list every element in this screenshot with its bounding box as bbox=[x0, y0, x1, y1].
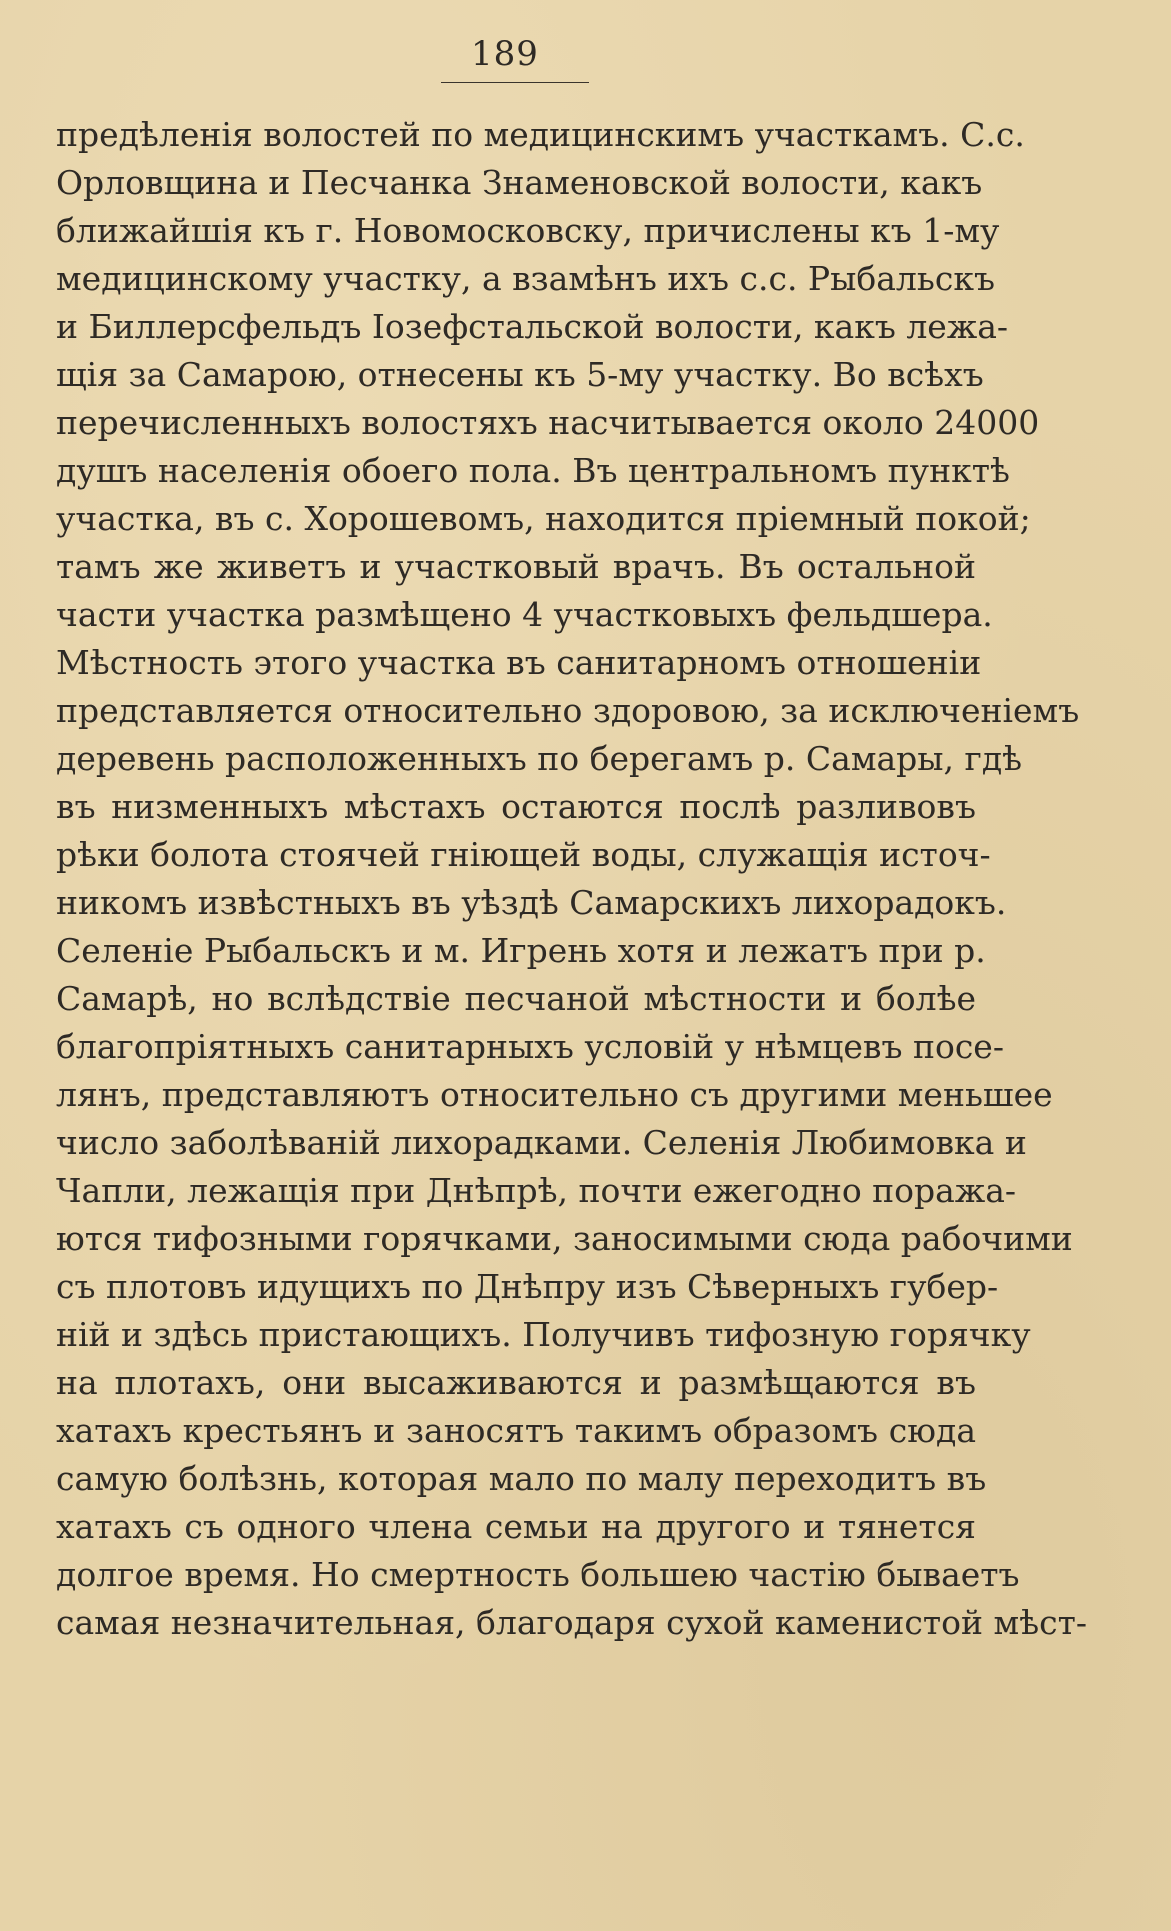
text-line: хатахъ съ одного члена семьи на другого и тянется bbox=[56, 1507, 976, 1546]
text-line: предѣленія волостей по медицинскимъ участкамъ. С.с. bbox=[56, 115, 1025, 154]
text-line: и Биллерсфельдъ Іозефстальской волости, какъ лежа- bbox=[56, 307, 1009, 346]
text-line: на плотахъ, они высаживаются и размѣщаются въ bbox=[56, 1363, 976, 1402]
text-line: рѣки болота стоячей гніющей воды, служащія источ- bbox=[56, 835, 991, 874]
text-line: деревень расположенныхъ по берегамъ р. Самары, гдѣ bbox=[56, 739, 1023, 778]
text-line: ближайшія къ г. Новомосковску, причислены къ 1-му bbox=[56, 211, 1000, 250]
text-line: Чапли, лежащія при Днѣпрѣ, почти ежегодно поража- bbox=[56, 1171, 1017, 1210]
header-rule bbox=[441, 82, 589, 83]
text-line: тамъ же живетъ и участковый врачъ. Въ остальной bbox=[56, 547, 976, 586]
text-line: Мѣстность этого участка въ санитарномъ отношеніи bbox=[56, 643, 982, 682]
text-line: ній и здѣсь пристающихъ. Получивъ тифозную горячку bbox=[56, 1315, 1031, 1354]
text-line: душъ населенія обоего пола. Въ центральномъ пунктѣ bbox=[56, 451, 1010, 490]
text-line: Самарѣ, но вслѣдствіе песчаной мѣстности и болѣе bbox=[56, 979, 976, 1018]
text-line: ются тифозными горячками, заносимыми сюда рабочими bbox=[56, 1219, 1073, 1258]
text-line: Селеніе Рыбальскъ и м. Игрень хотя и лежатъ при р. bbox=[56, 931, 986, 970]
text-line: лянъ, представляютъ относительно съ другими меньшее bbox=[56, 1075, 1053, 1114]
page-number: 189 bbox=[471, 34, 539, 74]
text-line: перечисленныхъ волостяхъ насчитывается около 24000 bbox=[56, 403, 1040, 442]
text-line: медицинскому участку, а взамѣнъ ихъ с.с. Рыбальскъ bbox=[56, 259, 995, 298]
text-line: самую болѣзнь, которая мало по малу переходитъ въ bbox=[56, 1459, 987, 1498]
text-line: никомъ извѣстныхъ въ уѣздѣ Самарскихъ лихорадокъ. bbox=[56, 883, 1007, 922]
text-line: участка, въ с. Хорошевомъ, находится пріемный покой; bbox=[56, 499, 1031, 538]
text-line: щія за Самарою, отнесены къ 5-му участку. Во всѣхъ bbox=[56, 355, 984, 394]
text-line: число заболѣваній лихорадками. Селенія Любимовка и bbox=[56, 1123, 1027, 1162]
body-text bbox=[56, 111, 1087, 1647]
text-line: части участка размѣщено 4 участковыхъ фельдшера. bbox=[56, 595, 993, 634]
text-line: долгое время. Но смертность большею частію бываетъ bbox=[56, 1555, 1020, 1594]
text-line: благопріятныхъ санитарныхъ условій у нѣмцевъ посе- bbox=[56, 1027, 1004, 1066]
text-line: съ плотовъ идущихъ по Днѣпру изъ Сѣверныхъ губер- bbox=[56, 1267, 999, 1306]
text-line: представляется относительно здоровою, за исключеніемъ bbox=[56, 691, 1080, 730]
text-line: въ низменныхъ мѣстахъ остаются послѣ разливовъ bbox=[56, 787, 976, 826]
text-line: хатахъ крестьянъ и заносятъ такимъ образомъ сюда bbox=[56, 1411, 976, 1450]
text-line: самая незначительная, благодаря сухой каменистой мѣст- bbox=[56, 1603, 1087, 1642]
text-line: Орловщина и Песчанка Знаменовской волости, какъ bbox=[56, 163, 983, 202]
